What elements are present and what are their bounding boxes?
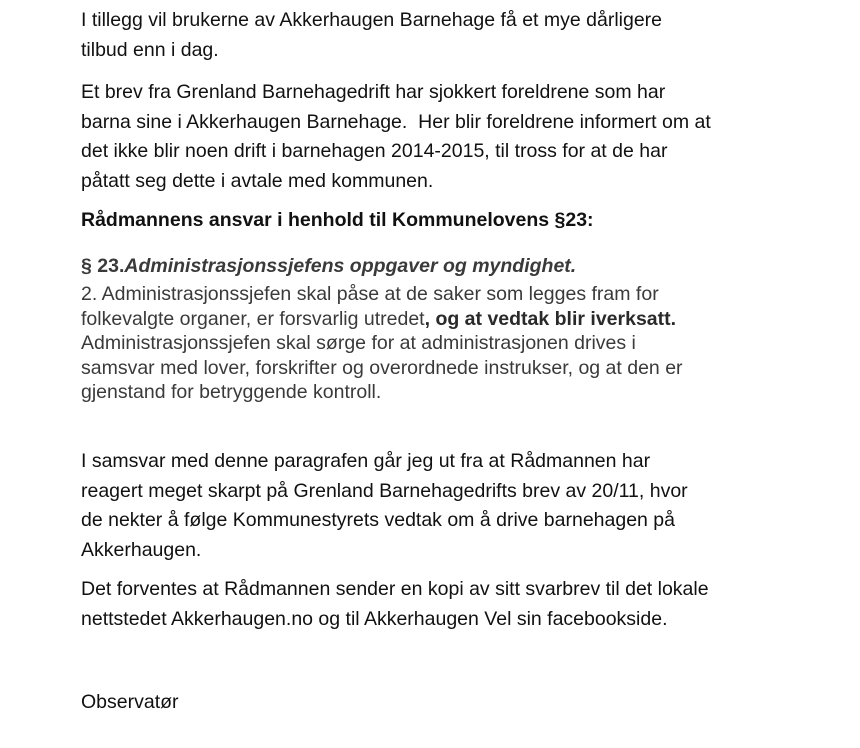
paragraph-2 xyxy=(81,78,801,196)
law-text xyxy=(81,282,781,405)
paragraph-1 xyxy=(81,6,781,65)
paragraph-3-line-2: reagert meget skarpt på Grenland Barnehagedrifts brev av 20/11, hvor xyxy=(81,479,688,502)
law-line-3: Administrasjonssjefen skal sørge for at administrasjonen drives i xyxy=(81,332,636,354)
paragraph-2-line-4: påtatt seg dette i avtale med kommunen. xyxy=(81,169,434,192)
law-line-2-start: folkevalgte organer, er forsvarlig utredet xyxy=(81,307,425,330)
paragraph-3-line-4: Akkerhaugen. xyxy=(81,538,202,561)
law-line-5: gjenstand for betryggende kontroll. xyxy=(81,381,382,403)
paragraph-3-line-1: I samsvar med denne paragrafen går jeg ut fra at Rådmannen har xyxy=(81,450,651,472)
paragraph-4-line-2: nettstedet Akkerhaugen.no og til Akkerhaugen Vel sin facebookside. xyxy=(81,607,668,630)
signature: Observatør xyxy=(81,691,179,713)
paragraph-2-line-2: barna sine i Akkerhaugen Barnehage. Her blir foreldrene informert om at xyxy=(81,110,711,133)
law-section-number: § 23. xyxy=(81,255,125,277)
law-line-4: samsvar med lover, forskrifter og overordnede instrukser, og at den er xyxy=(81,356,683,379)
law-section-name: Administrasjonssjefens oppgaver og myndighet. xyxy=(124,255,577,277)
paragraph-4 xyxy=(81,575,801,634)
paragraph-2-line-3: det ikke blir noen drift i barnehagen 2014-2015, til tross for at de har xyxy=(81,140,668,162)
law-line-2-bold: , og at vedtak blir iverksatt. xyxy=(424,307,677,330)
paragraph-3-line-3: de nekter å følge Kommunestyrets vedtak om å drive barnehagen på xyxy=(81,509,675,531)
paragraph-3 xyxy=(81,447,781,565)
law-line-1: 2. Administrasjonssjefen skal påse at de saker som legges fram for xyxy=(81,283,659,305)
paragraph-1-line-2: tilbud enn i dag. xyxy=(81,38,219,61)
paragraph-2-line-1: Et brev fra Grenland Barnehagedrift har sjokkert foreldrene som har xyxy=(81,81,666,103)
paragraph-1-line-1: I tillegg vil brukerne av Akkerhaugen Barnehage få et mye dårligere xyxy=(81,9,663,31)
paragraph-4-line-1: Det forventes at Rådmannen sender en kopi av sitt svarbrev til det lokale xyxy=(81,578,709,600)
section-heading: Rådmannens ansvar i henhold til Kommunelovens §23: xyxy=(81,209,594,231)
law-section-title xyxy=(81,253,576,279)
